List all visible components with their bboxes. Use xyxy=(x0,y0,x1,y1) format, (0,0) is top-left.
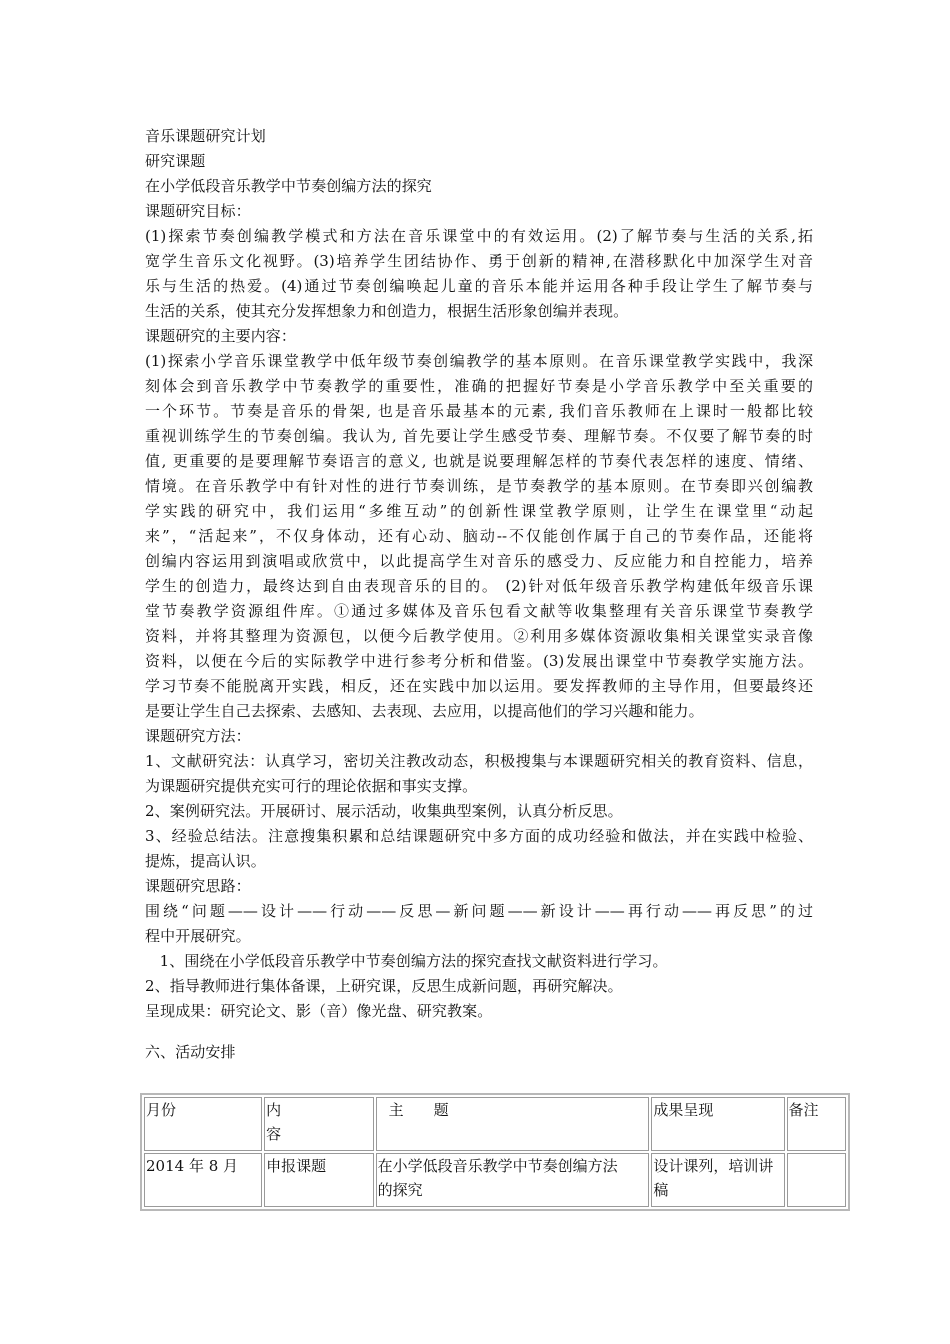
content-line: 创编内容运用到演唱或欣赏中，以此提高学生对音乐的感受力、反应能力和自控能力，培养 xyxy=(145,552,813,570)
results-line: 呈现成果：研究论文、影（音）像光盘、研究教案。 xyxy=(145,1002,493,1020)
method-heading: 课题研究方法： xyxy=(145,727,251,745)
content-line: 来”，“活起来”，不仅身体动，还有心动、脑动--不仅能创作属于自己的节奏作品，还能将 xyxy=(145,527,813,545)
content-line: 学生的创造力，最终达到自由表现音乐的目的。 (2)针对低年级音乐教学构建低年级音乐课 xyxy=(145,577,813,595)
content-line: 值, 更重要的是要理解节奏语言的意义, 也就是说要理解怎样的节奏代表怎样的速度、情绪、 xyxy=(145,452,813,470)
cell-month: 2014 年 8 月 xyxy=(144,1153,262,1207)
approach-line: 程中开展研究。 xyxy=(145,927,251,945)
approach-heading: 课题研究思路： xyxy=(145,877,251,895)
content-line: 是要让学生自己去探索、去感知、去表现、去应用，以提高他们的学习兴趣和能力。 xyxy=(145,702,704,720)
cell-result: 设计课列，培训讲 稿 xyxy=(651,1153,784,1207)
cell-content: 申报课题 xyxy=(264,1153,374,1207)
activity-heading: 六、活动安排 xyxy=(145,1043,236,1061)
goals-line: (1)探索节奏创编教学模式和方法在音乐课堂中的有效运用。(2)了解节奏与生活的关系,拓 xyxy=(145,227,813,245)
method-line: 2、案例研究法。开展研讨、展示活动，收集典型案例，认真分析反思。 xyxy=(145,802,623,820)
method-line: 1、文献研究法：认真学习，密切关注教改动态，积极搜集与本课题研究相关的教育资料、信息， xyxy=(145,752,813,770)
content-line: 堂节奏教学资源组件库。①通过多媒体及音乐包看文献等收集整理有关音乐课堂节奏教学 xyxy=(145,602,813,620)
method-line: 3、经验总结法。注意搜集积累和总结课题研究中多方面的成功经验和做法，并在实践中检验、 xyxy=(145,827,813,845)
content-line: 学习节奏不能脱离开实践，相反，还在实践中加以运用。要发挥教师的主导作用，但要最终还 xyxy=(145,677,813,695)
approach-line: 1、围绕在小学低段音乐教学中节奏创编方法的探究查找文献资料进行学习。 xyxy=(145,952,668,970)
header-note: 备注 xyxy=(787,1097,846,1151)
content-line: (1)探索小学音乐课堂教学中低年级节奏创编教学的基本原则。在音乐课堂教学实践中，我深 xyxy=(145,352,813,370)
method-line: 提炼，提高认识。 xyxy=(145,852,266,870)
subject-text: 在小学低段音乐教学中节奏创编方法的探究 xyxy=(145,177,432,195)
goals-line: 宽学生音乐文化视野。(3)培养学生团结协作、勇于创新的精神,在潜移默化中加深学生对音 xyxy=(145,252,813,270)
header-result: 成果呈现 xyxy=(651,1097,784,1151)
header-theme: 主 题 xyxy=(376,1097,650,1151)
content-heading: 课题研究的主要内容： xyxy=(145,327,297,345)
cell-note xyxy=(787,1153,846,1207)
activity-schedule-table xyxy=(140,1093,850,1211)
content-line: 重视训练学生的节奏创编。我认为, 首先要让学生感受节奏、理解节奏。不仅要了解节奏的时 xyxy=(145,427,813,445)
document-title: 音乐课题研究计划 xyxy=(145,127,266,145)
content-line: 一个环节。节奏是音乐的骨架, 也是音乐最基本的元素, 我们音乐教师在上课时一般都比较 xyxy=(145,402,813,420)
content-line: 资料，以便在今后的实际教学中进行参考分析和借鉴。(3)发展出课堂中节奏教学实施方法。 xyxy=(145,652,813,670)
goals-line: 乐与生活的热爱。(4)通过节奏创编唤起儿童的音乐本能并运用各种手段让学生了解节奏与 xyxy=(145,277,813,295)
header-content: 内 容 xyxy=(264,1097,374,1151)
subject-label: 研究课题 xyxy=(145,152,206,170)
cell-theme: 在小学低段音乐教学中节奏创编方法 的探究 xyxy=(376,1153,650,1207)
approach-line: 2、指导教师进行集体备课，上研究课，反思生成新问题，再研究解决。 xyxy=(145,977,623,995)
content-line: 刻体会到音乐教学中节奏教学的重要性，准确的把握好节奏是小学音乐教学中至关重要的 xyxy=(145,377,813,395)
header-month: 月份 xyxy=(144,1097,262,1151)
table-row xyxy=(144,1153,846,1207)
goals-line: 生活的关系，使其充分发挥想象力和创造力，根据生活形象创编并表现。 xyxy=(145,302,629,320)
content-line: 资料，并将其整理为资源包，以便今后教学使用。②利用多媒体资源收集相关课堂实录音像 xyxy=(145,627,813,645)
table-header-row xyxy=(144,1097,846,1151)
content-line: 学实践的研究中，我们运用“多维互动”的创新性课堂教学原则，让学生在课堂里“动起 xyxy=(145,502,813,520)
method-line: 为课题研究提供充实可行的理论依据和事实支撑。 xyxy=(145,777,478,795)
approach-line: 围绕“问题——设计——行动——反思—新问题——新设计——再行动——再反思”的过 xyxy=(145,902,813,920)
goals-heading: 课题研究目标： xyxy=(145,202,251,220)
content-line: 情境。在音乐教学中有针对性的进行节奏训练，是节奏教学的基本原则。在节奏即兴创编教 xyxy=(145,477,813,495)
